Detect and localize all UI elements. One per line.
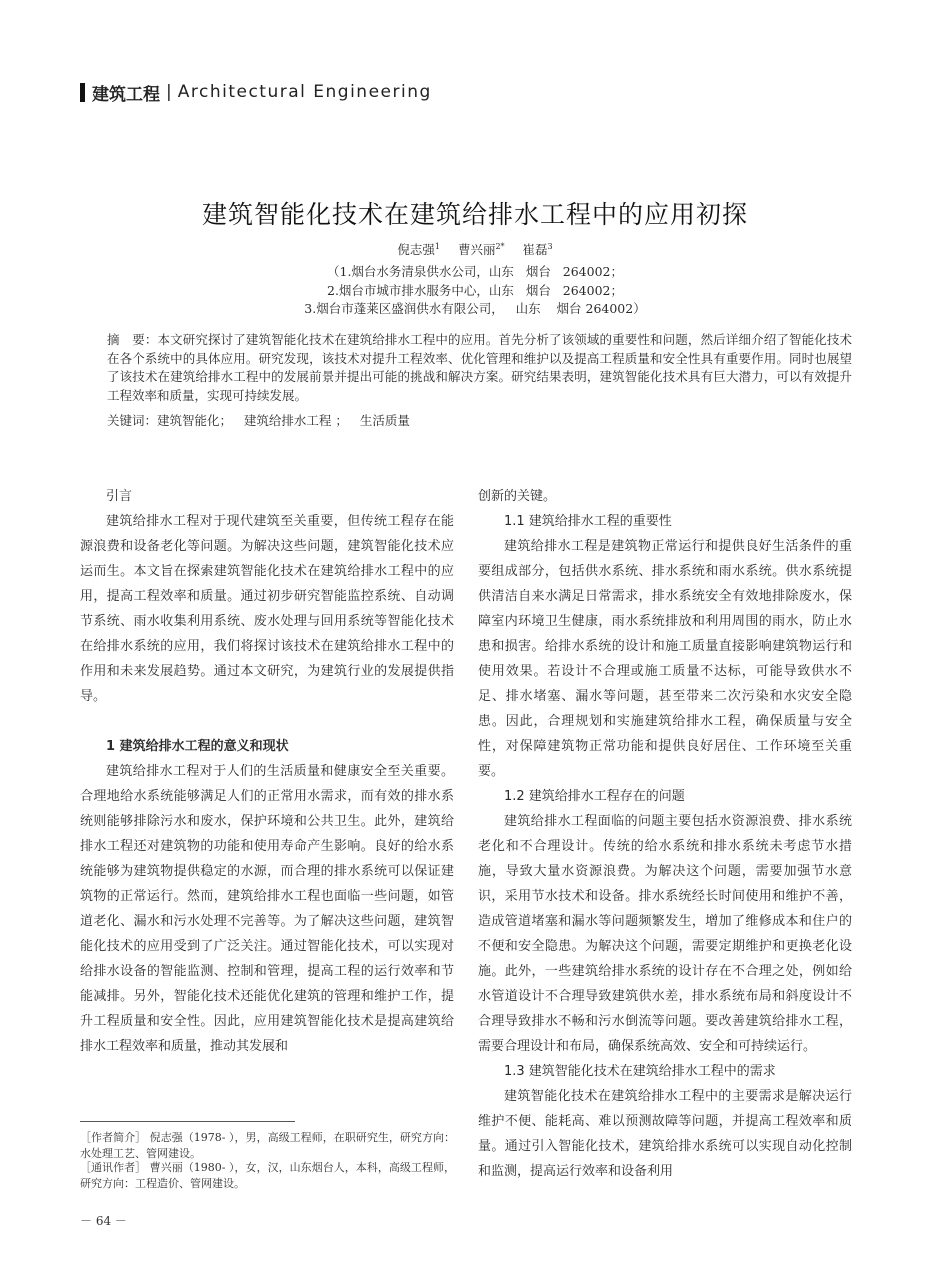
- section-header: [80, 80, 432, 104]
- affiliation-line: （1.烟台水务清泉供水公司，山东 烟台 264002；: [327, 264, 623, 279]
- header-category-zh: 建筑工程: [92, 84, 160, 105]
- author-name: 倪志强: [397, 242, 435, 257]
- page-number: － 64 －: [80, 1214, 127, 1228]
- right-column: [478, 484, 852, 1184]
- author-affiliation-mark: 3: [547, 241, 553, 251]
- section-heading-intro: 引言: [106, 489, 133, 504]
- header-bar-mark: [80, 83, 85, 102]
- keywords-label: 关键词：: [107, 413, 158, 428]
- subsection-heading-1-1: 1.1 建筑给排水工程的重要性: [504, 514, 672, 529]
- footnote-corresponding-author: ［通讯作者］ 曹兴丽（1980- ），女，汉，山东烟台人，本科，高级工程师，研究方向：工程造价、管网建设。: [80, 1161, 455, 1190]
- paper-title: 建筑智能化技术在建筑给排水工程中的应用初探: [201, 200, 748, 229]
- body-paragraph: 建筑给排水工程面临的问题主要包括水资源浪费、排水系统老化和不合理设计。传统的给水系统和排水系统未考虑节水措施，导致大量水资源浪费。为解决这个问题，需要加强节水意识，采用节水技术和设备。排水系统经长时间使用和维护不善，造成管道堵塞和漏水等问题频繁发生，增加了维修成本和住户的不便和安全隐患。为解决这个问题，需要定期维护和更换老化设施。此外，一些建筑给排水系统的设计存在不合理之处，例如给水管道设计不合理导致建筑供水差，排水系统布局和斜度设计不合理导致排水不畅和污水倒流等问题。要改善建筑给排水工程，需要合理设计和布局，确保系统高效、安全和可持续运行。: [478, 814, 852, 1054]
- body-paragraph: 建筑智能化技术在建筑给排水工程中的主要需求是解决运行维护不便、能耗高、难以预测故障等问题，并提高工程效率和质量。通过引入智能化技术，建筑给排水系统可以实现自动化控制和监测，提高运行效率和设备利用: [478, 1089, 852, 1179]
- section-heading-1: 1 建筑给排水工程的意义和现状: [106, 739, 289, 754]
- abstract-label: 摘 要：: [107, 332, 158, 347]
- left-column: [80, 484, 454, 1059]
- body-paragraph: 创新的关键。: [478, 489, 557, 504]
- abstract: [107, 331, 852, 405]
- body-paragraph: 建筑给排水工程对于现代建筑至关重要，但传统工程存在能源浪费和设备老化等问题。为解决这些问题，建筑智能化技术应运而生。本文旨在探索建筑智能化技术在建筑给排水工程中的应用，提高工程效率和质量。通过初步研究智能监控系统、自动调节系统、雨水收集利用系统、废水处理与回用系统等智能化技术在给排水系统的应用，我们将探讨该技术在建筑给排水工程中的作用和未来发展趋势。通过本文研究，为建筑行业的发展提供指导。: [80, 514, 454, 704]
- author-list: [0, 240, 950, 258]
- affiliation-line: 2.烟台市城市排水服务中心，山东 烟台 264002；: [327, 283, 623, 298]
- author-affiliation-mark: 2*: [495, 241, 505, 251]
- body-paragraph: 建筑给排水工程对于人们的生活质量和健康安全至关重要。合理地给水系统能够满足人们的正常用水需求，而有效的排水系统则能够排除污水和废水，保护环境和公共卫生。此外，建筑给排水工程还对建筑物的功能和使用寿命产生影响。良好的给水系统能够为建筑物提供稳定的水源，而合理的排水系统可以保证建筑物的正常运行。然而，建筑给排水工程也面临一些问题，如管道老化、漏水和污水处理不完善等。为了解决这些问题，建筑智能化技术的应用受到了广泛关注。通过智能化技术，可以实现对给排水设备的智能监测、控制和管理，提高工程的运行效率和节能减排。另外，智能化技术还能优化建筑的管理和维护工作，提升工程质量和安全性。因此，应用建筑智能化技术是提高建筑给排水工程效率和质量，推动其发展和: [80, 764, 454, 1054]
- keywords-text: 建筑智能化； 建筑给排水工程 ； 生活质量: [157, 413, 410, 428]
- affiliation-line: 3.烟台市蓬莱区盛润供水有限公司， 山东 烟台 264002）: [304, 301, 646, 316]
- subsection-heading-1-2: 1.2 建筑给排水工程存在的问题: [504, 789, 685, 804]
- abstract-text: 本文研究探讨了建筑智能化技术在建筑给排水工程中的应用。首先分析了该领域的重要性和问题，然后详细介绍了智能化技术在各个系统中的具体应用。研究发现，该技术对提升工程效率、优化管理和维护以及提高工程质量和安全性具有重要作用。同时也展望了该技术在建筑给排水工程中的发展前景并提出可能的挑战和解决方案。研究结果表明，建筑智能化技术具有巨大潜力，可以有效提升工程效率和质量，实现可持续发展。: [107, 332, 852, 403]
- header-separator: |: [166, 82, 172, 102]
- keywords: [107, 411, 410, 429]
- footnote-author-bio: ［作者简介］ 倪志强（1978- ），男，高级工程师，在职研究生，研究方向：水处理工艺、管网建设。: [80, 1131, 455, 1160]
- author-name: 曹兴丽: [457, 242, 496, 257]
- subsection-heading-1-3: 1.3 建筑智能化技术在建筑给排水工程中的需求: [504, 1064, 776, 1079]
- body-paragraph: 建筑给排水工程是建筑物正常运行和提供良好生活条件的重要组成部分，包括供水系统、排水系统和雨水系统。供水系统提供清洁自来水满足日常需求，排水系统安全有效地排除废水，保障室内环境卫生健康，雨水系统排放和利用周围的雨水，防止水患和损害。给排水系统的设计和施工质量直接影响建筑物运行和使用效果。若设计不合理或施工质量不达标，可能导致供水不足、排水堵塞、漏水等问题，甚至带来二次污染和水灾安全隐患。因此，合理规划和实施建筑给排水工程，确保质量与安全性，对保障建筑物正常功能和提供良好居住、工作环境至关重要。: [478, 539, 852, 779]
- footnote-divider: [80, 1121, 295, 1122]
- author-affiliation-mark: 1: [434, 241, 440, 251]
- author-name: 崔磊: [522, 242, 548, 257]
- header-category-en: Architectural Engineering: [177, 82, 432, 102]
